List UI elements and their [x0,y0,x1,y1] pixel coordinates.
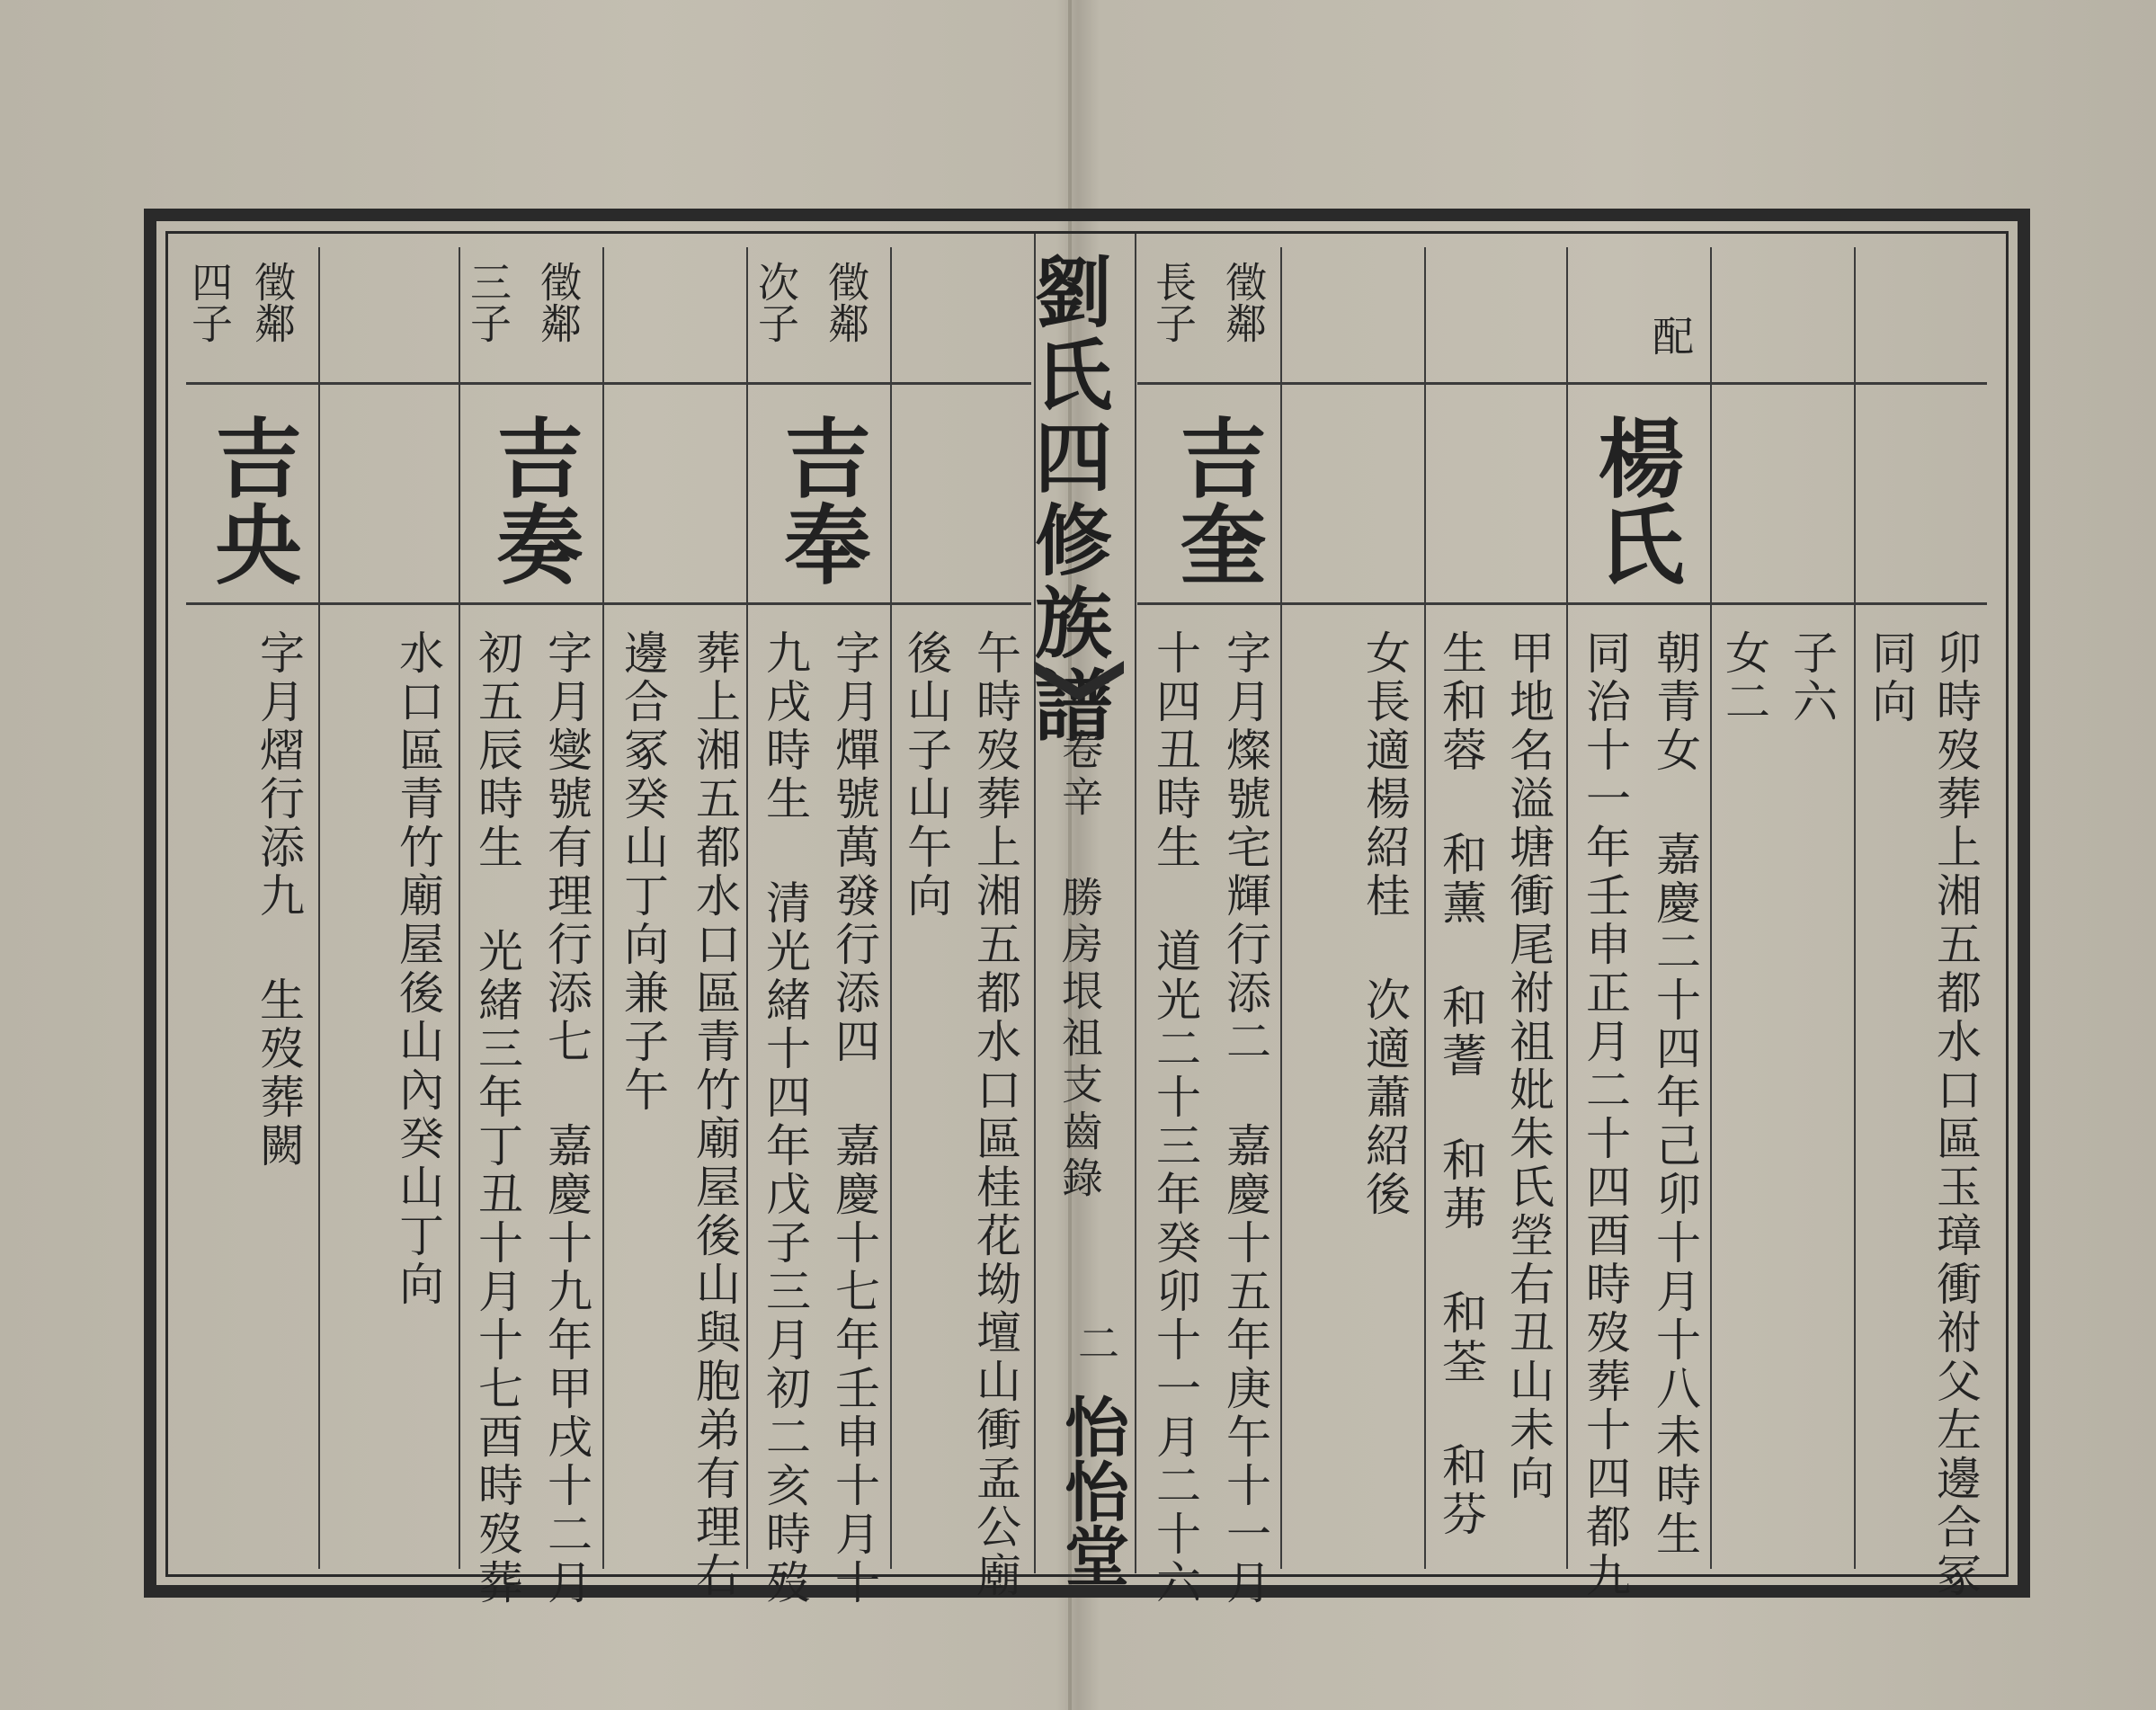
detail-text: 子六 [1786,629,1838,726]
center-border-right [1135,234,1136,1573]
origin-label: 徵鄰 [822,261,870,343]
column-line [1566,247,1568,1569]
detail-text: 同向 [1865,629,1917,726]
detail-text: 初五辰時生 光緒三年丁丑十月十七酉時歿葬 [471,629,523,1608]
detail-text: 字月燀號萬發行添四 嘉慶十七年壬申十月十 [828,629,880,1608]
hall-name: 怡怡堂 [1054,1394,1130,1588]
son-rank: 三子 [464,261,512,343]
fishtail-mark [1034,661,1124,715]
detail-text: 女長適楊紹桂 次適蕭紹後 [1359,629,1411,1219]
detail-text: 水口區青竹廟屋後山內癸山丁向 [392,629,444,1309]
header-divider-right [1137,382,1987,385]
son-rank: 四子 [185,261,234,343]
column-line [1424,247,1426,1569]
volume-label: 卷辛 勝房垠祖支齒錄 [1056,728,1104,1203]
origin-label: 徵鄰 [1219,261,1268,343]
spouse-label: 配 [1646,315,1695,356]
detail-text: 午時歿葬上湘五都水口區桂花坳壇山衝孟公廟 [969,629,1021,1600]
detail-text: 生和蓉 和薰 和蓍 和茀 和荃 和芬 [1435,629,1487,1539]
column-line [1854,247,1856,1569]
column-line [1280,247,1282,1569]
son-rank: 長子 [1149,261,1198,343]
column-line [746,247,748,1569]
detail-text: 十四丑時生 道光二十三年癸卯十一月二十六 [1149,629,1201,1608]
name-divider-left [186,602,1031,605]
book-title: 劉氏四修族譜 [1021,252,1112,748]
origin-label: 徵鄰 [248,261,297,343]
name-divider-right [1137,602,1987,605]
detail-text: 朝青女 嘉慶二十四年己卯十月十八未時生 [1649,629,1701,1559]
person-name: 吉央 [201,414,303,586]
column-line [318,247,320,1569]
detail-text: 邊合冢癸山丁向兼子午 [617,629,669,1115]
person-name: 吉奎 [1166,414,1268,586]
detail-text: 字月燦號宅輝行添二 嘉慶十五年庚午十一月 [1219,629,1271,1608]
detail-text: 字月熠行添九 生歿葬闕 [253,629,305,1171]
person-name: 吉奏 [483,414,584,586]
origin-label: 徵鄰 [534,261,583,343]
column-line [459,247,460,1569]
page-number: 二 [1072,1322,1120,1363]
column-line [1710,247,1712,1569]
detail-text: 甲地名溢塘衝尾祔祖妣朱氏塋右丑山未向 [1502,629,1555,1503]
detail-text: 九戌時生 清光緒十四年戊子三月初二亥時歿 [759,629,811,1608]
header-divider-left [186,382,1031,385]
detail-text: 卯時歿葬上湘五都水口區玉璋衝祔父左邊合冢 [1929,629,1982,1600]
detail-text: 後山子山午向 [900,629,952,921]
column-line [602,247,604,1569]
spouse-name: 楊氏 [1584,414,1686,586]
detail-text: 同治十一年壬申正月二十四酉時歿葬十四都九 [1579,629,1631,1600]
person-name: 吉奉 [771,414,872,586]
detail-text: 字月燮號有理行添七 嘉慶十九年甲戌十二月 [540,629,592,1608]
column-line [890,247,892,1569]
detail-text: 女二 [1718,629,1770,726]
detail-text: 葬上湘五都水口區青竹廟屋後山與胞弟有理右 [689,629,741,1600]
son-rank: 次子 [752,261,800,343]
